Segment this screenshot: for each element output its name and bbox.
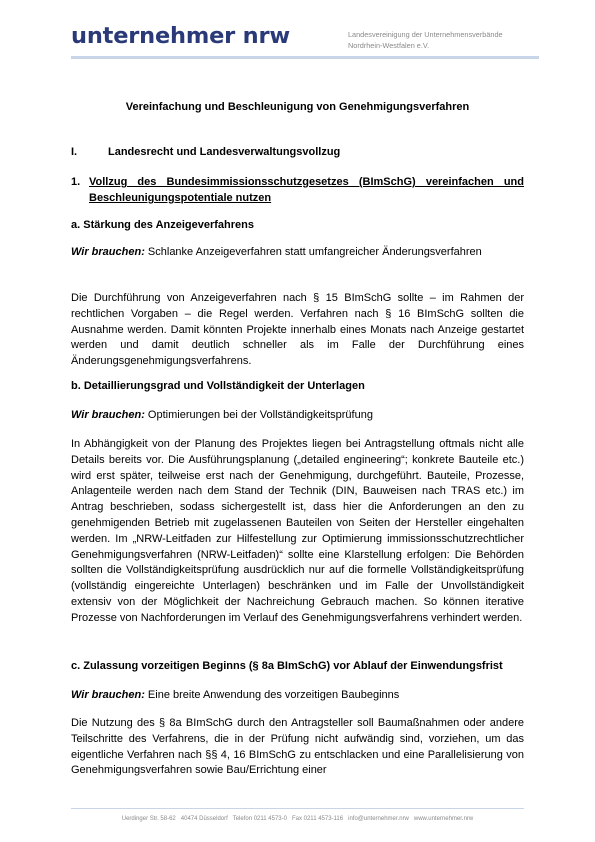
item-number: 1. [71, 176, 81, 188]
body-paragraph-c: Die Nutzung des § 8a BImSchG durch den Antragsteller soll Baumaßnahmen oder andere Teilschritte des Verfahrens, die in der Prüfung nicht aufwändig sind, vorziehen, um das eigentliche Verfahren nach §§ 4, 16 BImSchG zu entschlacken und eine Parallelisierung von Genehmigungsverfahren sowie Bau/Errichtung einer [71, 717, 524, 777]
lead-emphasis: Wir brauchen: [71, 689, 145, 701]
item-title: Vollzug des Bundesimmissionsschutzgesetzes (BImSchG) vereinfachen und Beschleunigungspotentiale nutzen [89, 176, 524, 204]
footer-contact: Uerdinger Str. 58-62 40474 Düsseldorf Telefon 0211 4573-0 Fax 0211 4573-116 info@unternehmer.nrw www.unternehmer.nrw [121, 816, 474, 822]
lead-text: Eine breite Anwendung des vorzeitigen Baubeginns [144, 689, 400, 701]
document-title: Vereinfachung und Beschleunigung von Genehmigungsverfahren [125, 101, 470, 113]
lead-text: Schlanke Anzeigeverfahren statt umfangreicher Änderungsverfahren [144, 246, 482, 258]
org-line-2: Nordrhein-Westfalen e.V. [348, 41, 430, 50]
footer-rule [71, 808, 524, 809]
org-line-1: Landesvereinigung der Unternehmensverbände [348, 30, 503, 39]
header-rule [71, 56, 539, 59]
lead-paragraph-c [71, 688, 524, 704]
lead-paragraph-a [71, 245, 524, 261]
subheading-a: a. Stärkung des Anzeigeverfahrens [71, 219, 254, 231]
lead-paragraph-b [71, 408, 524, 424]
subheading-c: c. Zulassung vorzeitigen Beginns (§ 8a BImSchG) vor Ablauf der Einwendungsfrist [71, 660, 503, 672]
body-paragraph-a: Die Durchführung von Anzeigeverfahren nach § 15 BImSchG sollte – im Rahmen der rechtlichen Vorgaben – die Regel werden. Verfahren nach § 16 BImSchG sollten die Ausnahme werden. Damit könnten Projekte innerhalb eines Monats nach Anzeige gestartet werden und damit deutlich schneller als im Falle der Durchführung eines Änderungsgenehmigungsverfahrens. [71, 292, 524, 368]
subheading-b: b. Detaillierungsgrad und Vollständigkeit der Unterlagen [71, 380, 365, 392]
lead-text: Optimierungen bei der Vollständigkeitsprüfung [144, 409, 373, 421]
section-number: I. [71, 146, 78, 158]
item-heading [71, 174, 524, 206]
logo: unternehmer nrw [71, 23, 290, 49]
section-heading [71, 146, 340, 158]
section-title: Landesrecht und Landesverwaltungsvollzug [108, 146, 341, 158]
lead-emphasis: Wir brauchen: [71, 246, 145, 258]
body-paragraph-b: In Abhängigkeit von der Planung des Projektes liegen bei Antragstellung oftmals nicht alle Details bereits vor. Die Ausführungsplanung („detailed engineering“; konkrete Bauteile etc.) wird erst später, teilweise erst nach der Genehmigung, durchgeführt. Bauteile, Prozesse, Anlagenteile werden nach dem Stand der Technik (DIN, Bauweisen nach TRAS etc.) im Antrag beschrieben, sodass sichergestellt ist, dass hier die Anforderungen an den zu genehmigenden Betrieb mit zugelassenen Bauteilen von Seiten der Hersteller eingehalten werden. Im „NRW-Leitfaden zur Hilfestellung zur Optimierung immissionsschutzrechtlicher Genehmigungsverfahren (NRW-Leitfaden)“ sollte eine Klarstellung erfolgen: Die Behörden sollten die Vollständigkeitsprüfung ausdrücklich nur auf die formelle Vollständigkeitsprüfung (vollständig eingereichte Unterlagen) beschränken und im Falle der Unvollständigkeit extensiv von der Möglichkeit der Nachreichung Gebrauch machen. So können iterative Prozesse von Nachforderungen im Verlauf des Genehmigungsverfahrens verhindert werden. [71, 438, 524, 624]
lead-emphasis: Wir brauchen: [71, 409, 145, 421]
organization-name [348, 29, 503, 51]
